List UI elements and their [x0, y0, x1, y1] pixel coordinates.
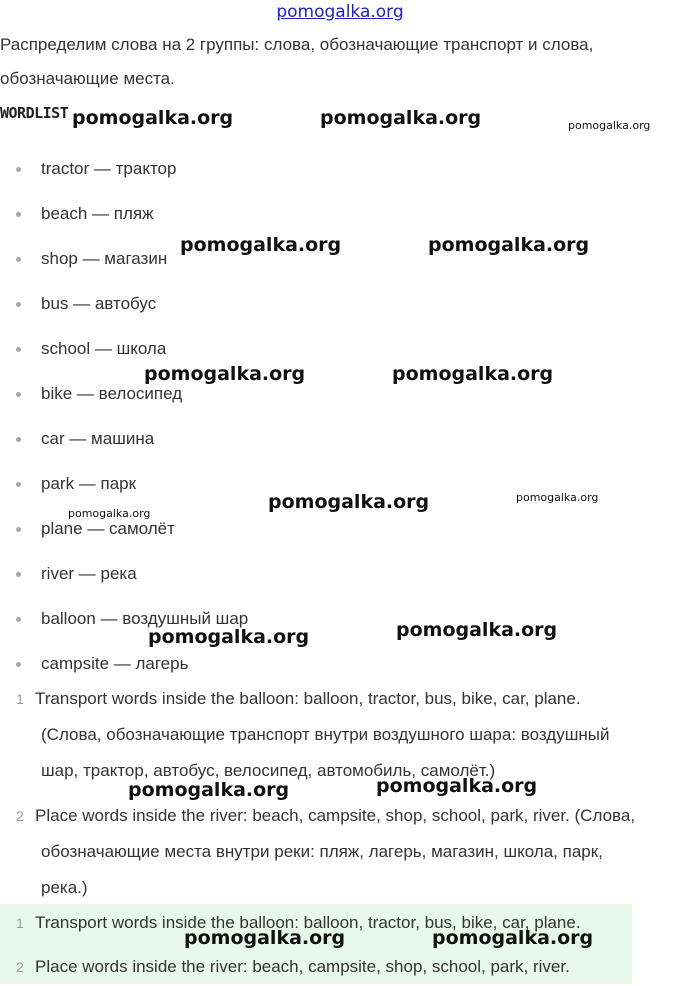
watermark: pomogalka.org — [72, 107, 234, 129]
item-line: (Слова, обозначающие транспорт внутри воздушного шара: воздушный — [41, 725, 610, 744]
bullet-icon — [16, 662, 21, 667]
list-item: tractor — трактор — [0, 150, 680, 195]
watermark: pomogalka.org — [184, 927, 346, 949]
bullet-icon — [16, 347, 21, 352]
watermark: pomogalka.org — [268, 491, 430, 513]
watermark: pomogalka.org — [396, 619, 558, 641]
watermark: pomogalka.org — [376, 775, 538, 797]
watermark: pomogalka.org — [68, 507, 151, 520]
list-item: car — машина — [0, 420, 680, 465]
list-item: shop — магазин — [0, 240, 680, 285]
item-number: 2 — [16, 808, 24, 824]
bullet-icon — [16, 617, 21, 622]
item-line: Transport words inside the balloon: balloon, tractor, bus, bike, car, plane. — [35, 689, 581, 708]
watermark: pomogalka.org — [392, 363, 554, 385]
watermark: pomogalka.org — [180, 234, 342, 256]
watermark: pomogalka.org — [144, 363, 306, 385]
list-item: beach — пляж — [0, 195, 680, 240]
watermark: pomogalka.org — [428, 234, 590, 256]
bullet-icon — [16, 437, 21, 442]
bullet-icon — [16, 482, 21, 487]
list-item: bike — велосипед — [0, 375, 680, 420]
list-item: park — парк — [0, 465, 680, 510]
watermark: pomogalka.org — [516, 491, 599, 504]
ordered-item — [0, 681, 680, 789]
watermark: pomogalka.org — [568, 119, 651, 132]
watermark: pomogalka.org — [320, 107, 482, 129]
list-item: campsite — лагерь — [0, 645, 680, 690]
explained-list — [0, 681, 680, 906]
watermark: pomogalka.org — [128, 779, 290, 801]
bullet-icon — [16, 392, 21, 397]
list-item: river — река — [0, 555, 680, 600]
item-line: шар, трактор, автобус, велосипед, автомобиль, самолёт.) — [41, 761, 496, 780]
list-item: balloon — воздушный шар — [0, 600, 680, 645]
intro-text: Распределим слова на 2 группы: слова, обозначающие транспорт и слова, обозначающие места. — [0, 35, 594, 88]
list-item: school — школа — [0, 330, 680, 375]
bullet-icon — [16, 212, 21, 217]
bullet-icon — [16, 257, 21, 262]
item-number: 1 — [16, 915, 24, 931]
bullet-icon — [16, 167, 21, 172]
list-item: plane — самолёт — [0, 510, 680, 555]
watermark: pomogalka.org — [148, 626, 310, 648]
list-item: bus — автобус — [0, 285, 680, 330]
answer-text: Place words inside the river: beach, campsite, shop, school, park, river. — [35, 957, 570, 976]
word-list — [0, 150, 680, 690]
bullet-icon — [16, 572, 21, 577]
item-line: Place words inside the river: beach, campsite, shop, school, park, river. (Слова, — [35, 806, 636, 825]
item-line: река.) — [41, 878, 88, 897]
site-link[interactable]: pomogalka.org — [276, 2, 404, 22]
watermark: pomogalka.org — [432, 927, 594, 949]
item-number: 2 — [16, 959, 24, 975]
wordlist-heading: WORDLIST — [0, 104, 69, 122]
item-line: обозначающие места внутри реки: пляж, лагерь, магазин, школа, парк, — [41, 842, 603, 861]
answer-text: Transport words inside the balloon: balloon, tractor, bus, bike, car, plane. — [35, 913, 581, 932]
bullet-icon — [16, 302, 21, 307]
item-number: 1 — [16, 691, 24, 707]
answer-item — [0, 948, 632, 986]
ordered-item — [0, 798, 680, 906]
bullet-icon — [16, 527, 21, 532]
